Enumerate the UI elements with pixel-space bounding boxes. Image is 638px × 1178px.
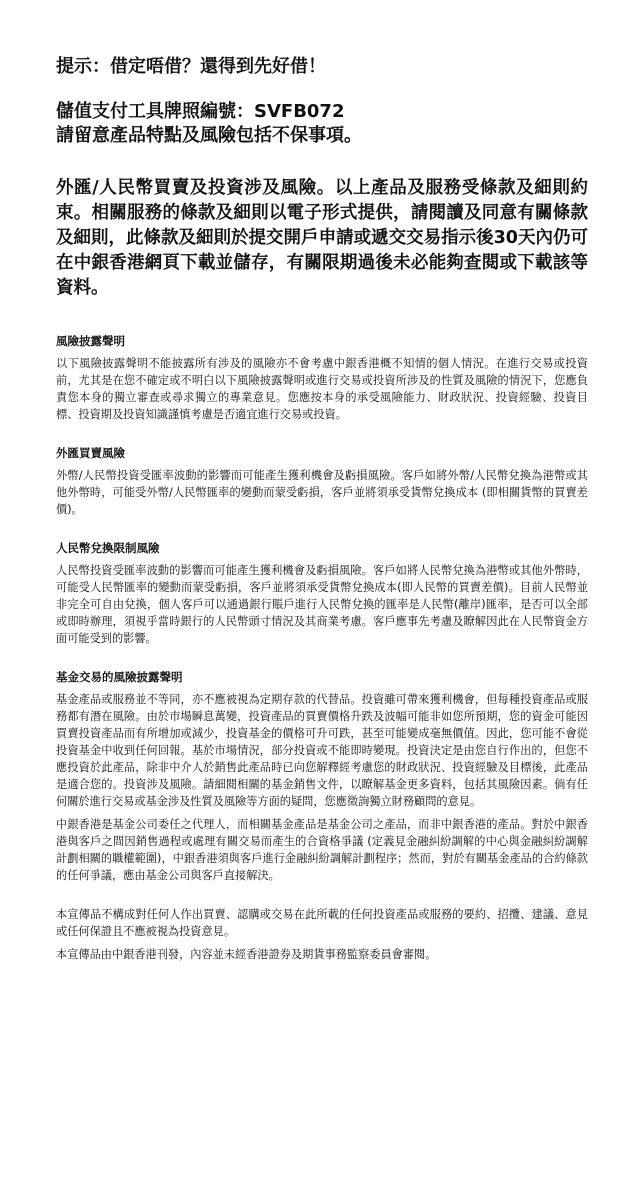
section-risk-disclosure (56, 333, 588, 423)
license-block (56, 100, 588, 148)
section-title: 風險披露聲明 (56, 334, 125, 348)
section-title: 外匯買賣風險 (56, 446, 125, 460)
section-paragraph: 人民幣投資受匯率波動的影響而可能產生獲利機會及虧損風險。客戶如將人民幣兌換為港幣或其他外幣時，可能受人民幣匯率的變動而蒙受虧損，客戶並將須承受貨幣兌換成本(即人民幣的買賣差價)。目前人民幣並非完全可自由兌換，個人客戶可以通過銀行賬戶進行人民幣兌換的匯率是人民幣(離岸)匯率，是否可以全部或即時辦理，須視乎當時銀行的人民幣頭寸情況及其商業考慮。客戶應事先考慮及瞭解因此在人民幣資金方面可能受到的影響。 (56, 564, 588, 645)
footer-paragraph: 本宣傳品由中銀香港刊發，內容並未經香港證券及期貨事務監察委員會審閱。 (56, 948, 437, 961)
footer-paragraph: 本宣傳品不構成對任何人作出買賣、認購或交易在此所載的任何投資產品或服務的要約、招攬、建議、意見或任何保證且不應被視為投資意見。 (56, 908, 588, 938)
lending-tip-heading: 提示：借定唔借？還得到先好借！ (56, 56, 326, 77)
section-fund-risk-disclosure (56, 669, 588, 884)
footer-disclaimer (56, 906, 588, 963)
disclaimer-page (56, 54, 588, 969)
section-title: 人民幣兌換限制風險 (56, 541, 160, 555)
license-number: 儲值支付工具牌照編號：SVFB072 (56, 101, 345, 122)
section-paragraph: 基金產品或服務並不等同，亦不應被視為定期存款的代替品。投資雖可帶來獲利機會，但每種投資產品或服務都有潛在風險。由於市場瞬息萬變，投資產品的買賣價格升跌及波幅可能非如您所預期，您的資金可能因買賣投資產品而有所增加或減少，投資基金的價格可升可跌，甚至可能變成毫無價值。因此，您可能不會從投資基金中收到任何回報。基於市場情況，部分投資或不能即時變現。投資決定是由您自行作出的，但您不應投資於此產品，除非中介人於銷售此產品時已向您解釋經考慮您的財政狀況、投資經驗及目標後，此產品是適合您的。投資涉及風險。請細閱相關的基金銷售文件，以瞭解基金更多資料，包括其風險因素。倘有任何關於進行交易或基金涉及性質及風險等方面的疑問，您應徵詢獨立財務顧問的意見。 (56, 693, 588, 808)
section-paragraph: 外幣/人民幣投資受匯率波動的影響而可能產生獲利機會及虧損風險。客戶如將外幣/人民幣兌換為港幣或其他外幣時，可能受外幣/人民幣匯率的變動而蒙受虧損，客戶並將須承受貨幣兌換成本 (即相關貨幣的買賣差價)。 (56, 469, 588, 516)
fx-risk-statement: 外匯/人民幣買賣及投資涉及風險。以上產品及服務受條款及細則約束。相關服務的條款及細則以電子形式提供，請閱讀及同意有關條款及細則，此條款及細則於提交開戶申請或遞交交易指示後30天內仍可在中銀香港網頁下載並儲存，有關限期過後未必能夠查閱或下載該等資料。 (56, 178, 588, 298)
section-title: 基金交易的風險披露聲明 (56, 670, 183, 684)
section-paragraph: 中銀香港是基金公司委任之代理人，而相關基金產品是基金公司之產品，而非中銀香港的產品。對於中銀香港與客戶之間因銷售過程或處理有關交易而產生的合資格爭議 (定義見金融糾紛調解的中心與金融糾紛調解計劃相關的職權範圍)，中銀香港須與客戶進行金融糾紛調解計劃程序；然而，對於有關基金產品的合約條款的任何爭議，應由基金公司與客戶直接解決。 (56, 818, 588, 882)
product-features-notice: 請留意產品特點及風險包括不保事項。 (56, 125, 362, 146)
section-paragraph: 以下風險披露聲明不能披露所有涉及的風險亦不會考慮中銀香港概不知情的個人情況。在進行交易或投資前，尤其是在您不確定或不明白以下風險披露聲明或進行交易或投資所涉及的性質及風險的情況下，您應負責您本身的獨立審查或尋求獨立的專業意見。您應按本身的承受風險能力、財政狀況、投資經驗、投資目標、投資期及投資知識謹慎考慮是否適宜進行交易或投資。 (56, 357, 588, 421)
section-rmb-conversion-risk (56, 540, 588, 647)
section-fx-trading-risk (56, 445, 588, 518)
